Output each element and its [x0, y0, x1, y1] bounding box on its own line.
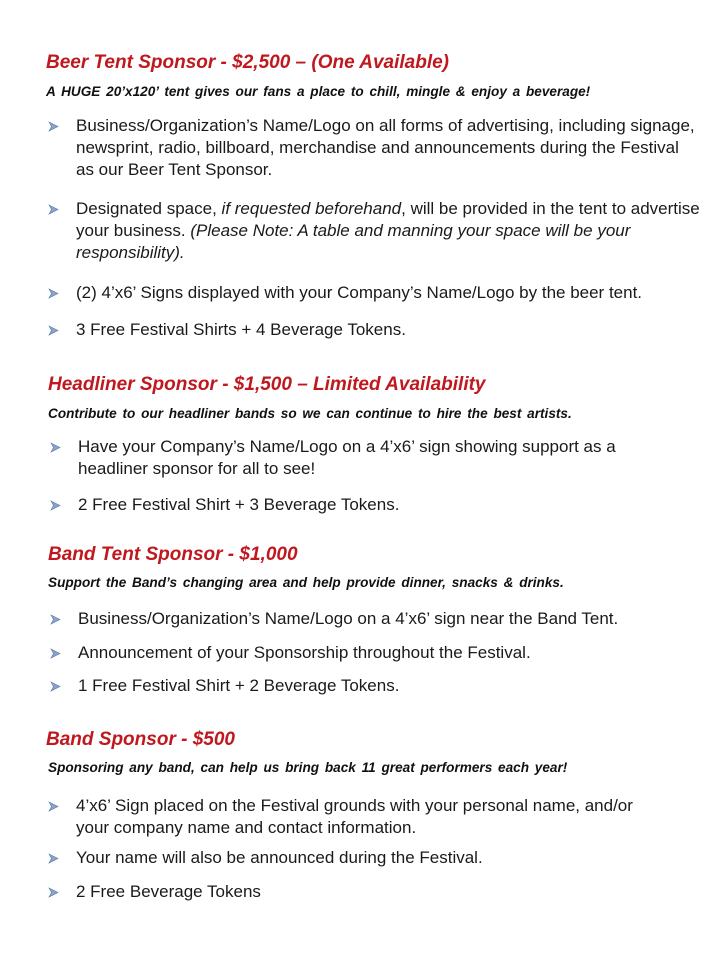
arrowhead-bullet-icon: [50, 681, 60, 691]
arrowhead-bullet-icon: [48, 121, 58, 131]
bullet-text: Business/Organization’s Name/Logo on all forms of advertising, including signage, newsprint, radio, billboard, merchandise and announcements during the Festival as our Beer Tent Sponsor.: [76, 116, 695, 179]
arrowhead-bullet-icon: [48, 288, 58, 298]
arrowhead-bullet-icon: [50, 442, 60, 452]
arrowhead-bullet-icon: [50, 648, 60, 658]
bullet-text: 2 Free Beverage Tokens: [76, 882, 261, 901]
arrowhead-bullet-icon: [50, 614, 60, 624]
section-tagline: A HUGE 20’x120’ tent gives our fans a place to chill, mingle & enjoy a beverage!: [46, 84, 591, 99]
arrowhead-bullet-icon: [48, 801, 58, 811]
section-tagline: Support the Band’s changing area and help provide dinner, snacks & drinks.: [48, 575, 564, 590]
bullet-text: 3 Free Festival Shirts + 4 Beverage Tokens.: [76, 320, 406, 339]
section-heading: Band Tent Sponsor - $1,000: [48, 544, 298, 565]
section-tagline: Sponsoring any band, can help us bring back 11 great performers each year!: [48, 760, 568, 775]
section-heading: Headliner Sponsor - $1,500 – Limited Availability: [48, 374, 486, 395]
arrowhead-bullet-icon: [48, 887, 58, 897]
bullet-text: Business/Organization’s Name/Logo on a 4’x6’ sign near the Band Tent.: [78, 609, 619, 628]
bullet-text: 1 Free Festival Shirt + 2 Beverage Tokens.: [78, 676, 400, 695]
bullet-text: Have your Company’s Name/Logo on a 4’x6’ sign showing support as a headliner sponsor for all to see!: [78, 437, 616, 478]
arrowhead-bullet-icon: [48, 325, 58, 335]
bullet-text: (2) 4’x6’ Signs displayed with your Company’s Name/Logo by the beer tent.: [76, 283, 643, 302]
bullet-text: 4’x6’ Sign placed on the Festival grounds with your personal name, and/or your company name and contact information.: [76, 796, 633, 837]
section-heading: Band Sponsor - $500: [46, 729, 235, 750]
bullet-text: Your name will also be announced during the Festival.: [76, 848, 483, 867]
arrowhead-bullet-icon: [48, 204, 58, 214]
section-heading: Beer Tent Sponsor - $2,500 – (One Available): [46, 52, 449, 73]
arrowhead-bullet-icon: [48, 853, 58, 863]
bullet-text: Designated space, if requested beforehand, will be provided in the tent to advertise your business. (Please Note: A table and manning your space will be your responsibility).: [76, 199, 700, 262]
arrowhead-bullet-icon: [50, 500, 60, 510]
bullet-text: Announcement of your Sponsorship throughout the Festival.: [78, 643, 531, 662]
section-tagline: Contribute to our headliner bands so we can continue to hire the best artists.: [48, 406, 572, 421]
bullet-text: 2 Free Festival Shirt + 3 Beverage Tokens.: [78, 495, 400, 514]
